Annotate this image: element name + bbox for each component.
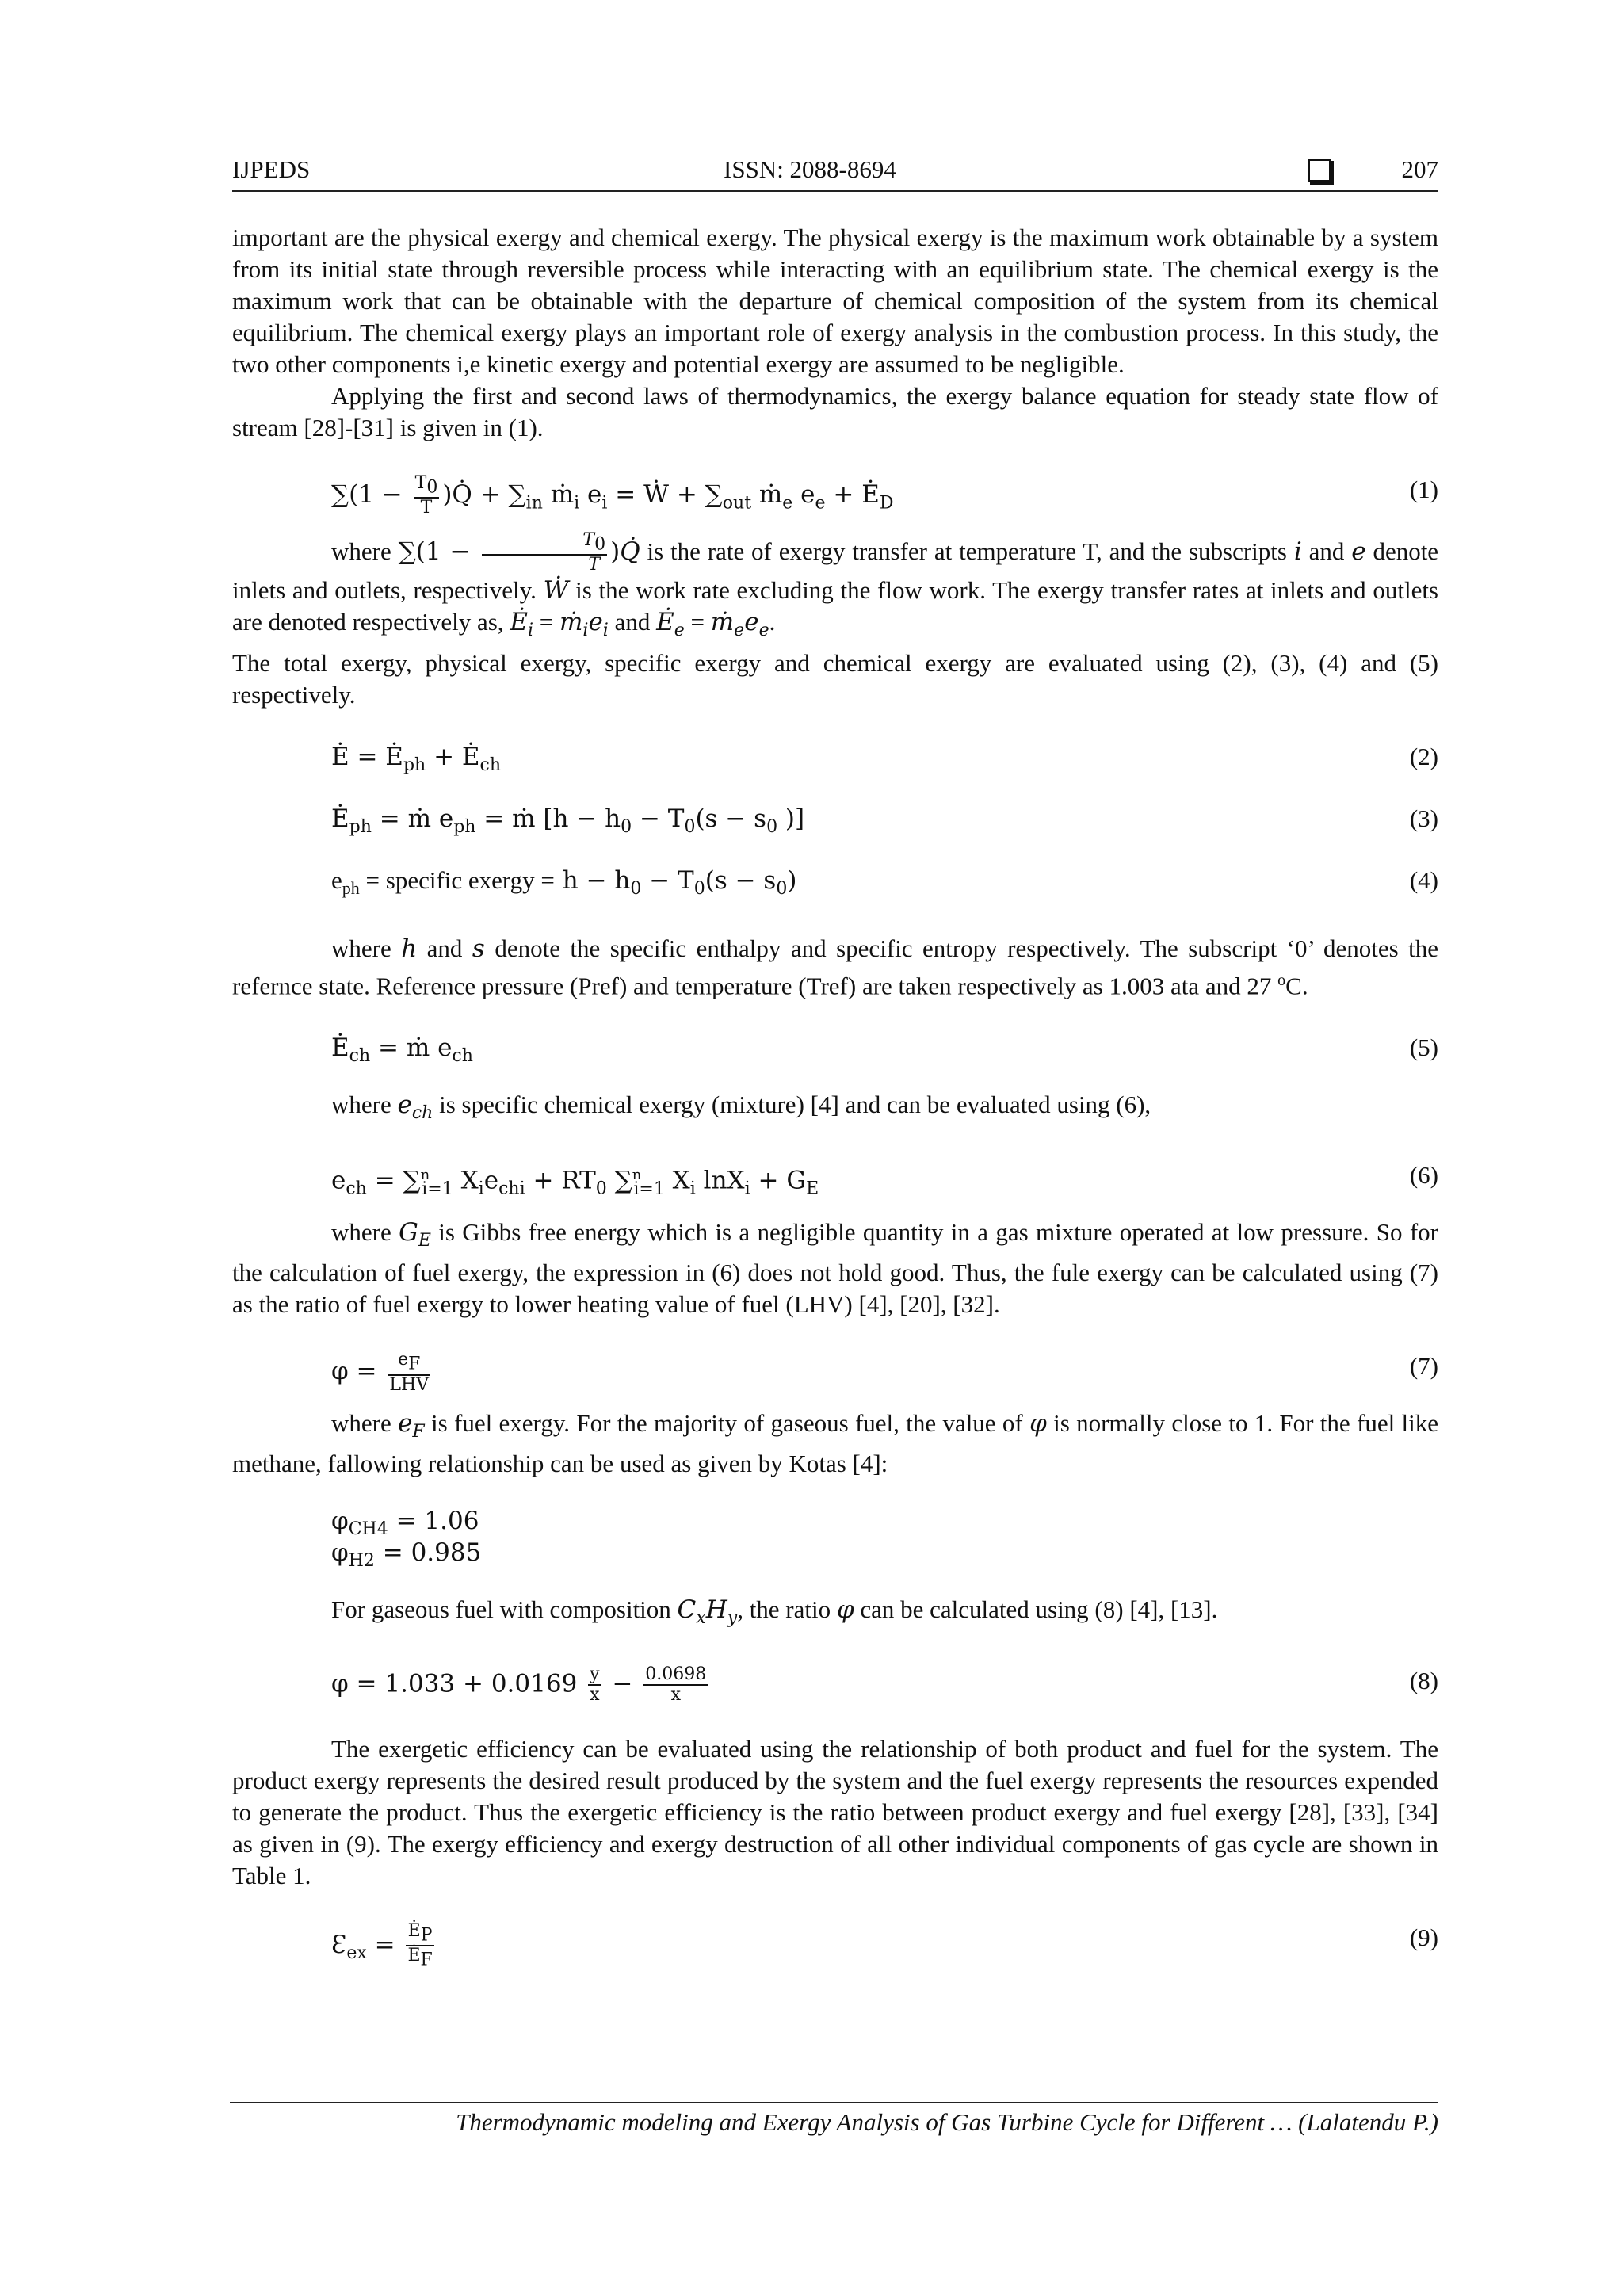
issn: ISSN: 2088-8694: [724, 155, 896, 183]
equation-5-number: (5): [1409, 1033, 1438, 1061]
paragraph-where-eq6: where $G_E$ is Gibbs free energy which is a negligible quantity in a gas mixture operated at low pressure. So for the calculation of fuel exergy, the expression in (6) does not hold good. Thus, the fule exergy can be calculated using (7) as the ratio of fuel exergy to lower heating value of fuel (LHV) [4], [20], [32].: [232, 1218, 1438, 1319]
equation-9: $Ɛ_{ex}$ = $\frac{Ė_P}{Ė_F}$ (9): [331, 1920, 1438, 1970]
equation-3-number: (3): [1409, 804, 1438, 832]
paragraph-balance-intro: Applying the first and second laws of thermodynamics, the exergy balance equation for steady state flow of stream [28]-[31] is given in (1).: [232, 382, 1438, 441]
paragraph-where-eq4: where h and s denote the specific enthalpy and specific entropy respectively. The subscript ‘0’ denotes the refernce state. Reference pressure (Pref) and temperature (Tref) are taken respectively as 1.003 ata and 27 $^o$C.: [232, 934, 1439, 999]
page-header: [232, 155, 1438, 192]
checkbox-square-icon: [1308, 159, 1331, 182]
page-body: [232, 222, 1439, 1970]
journal-name: IJPEDS: [232, 155, 311, 183]
equation-2-number: (2): [1409, 742, 1438, 770]
equation-phi-ch4: $\varphi_{CH4} = 1.06$: [331, 1507, 479, 1540]
equation-9-number: (9): [1409, 1923, 1438, 1951]
paragraph-where-eq5: where $e_{ch}$ is specific chemical exergy (mixture) [4] and can be evaluated using (6),: [331, 1090, 1151, 1124]
paragraph-total-exergy: The total exergy, physical exergy, specific exergy and chemical exergy are evaluated using (2), (3), (4) and (5) respectively.: [232, 648, 1438, 709]
equation-8: φ = 1.033 + 0.0169 $\frac{y}{x}$ − $\frac{0.0698}{x}$ (8): [331, 1664, 1438, 1705]
equation-7: φ = $\frac{e_F}{\text{LHV}}$ (7): [331, 1350, 1438, 1395]
page-footer: Thermodynamic modeling and Exergy Analysis of Gas Turbine Cycle for Different … (Lalatendu P.): [230, 2102, 1438, 2137]
equation-4: $e_{ph}$ = specific exergy = $h - h_0 - T_0(s - s_0)$ (4): [331, 865, 1438, 899]
page-number: 207: [1401, 155, 1438, 183]
paragraph-exergetic-efficiency: The exergetic efficiency can be evaluated using the relationship of both product and fuel for the system. The product exergy represents the desired result produced by the system and the fuel exergy represents the resources expended to generate the product. Thus the exergetic efficiency is the ratio between product exergy and fuel exergy [28], [33], [34] as given in (9). The exergy efficiency and exergy destruction of all other individual components of gas cycle are shown in Table 1.: [232, 1734, 1438, 1889]
equation-2: Ė = $Ė_{ph}$ + $Ė_{ch}$ (2): [331, 742, 1438, 775]
equation-6: $e_{ch} = \sum^n_{i=1}$ $X_ie_{chi} + RT_0$ ∑$^n_{i=1}$ $X_i$ $\ln X_i + G_E$ (6): [331, 1161, 1438, 1199]
equation-7-number: (7): [1409, 1352, 1438, 1381]
equation-5: $Ė_{ch}$ = ṁ $e_{ch}$ (5): [331, 1033, 1438, 1067]
equation-1-body: ∑(1 − $\frac{T_0}{T}$ )Q̇ + $\sum_{in}$ ṁ$_i$ $e_i$ = Ẇ + $\sum_{out}$ ṁ$_e$ $e_e$ + $Ė_D$: [331, 473, 894, 518]
equation-1: [232, 469, 1438, 517]
paragraph-exergy-intro: important are the physical exergy and chemical exergy. The physical exergy is the maximum work obtainable by a system from its initial state through reversible process while interacting with an equilibrium state. The chemical exergy is the maximum work that can be obtainable with the departure of chemical composition of the system from its chemical equilibrium. The chemical exergy plays an important role of exergy analysis in the combustion process. In this study, the two other components i,e kinetic exergy and potential exergy are assumed to be negligible.: [232, 223, 1438, 378]
equation-3: $Ė_{ph}$ = ṁ $e_{ph}$ = ṁ [$h - h_0 - T_0(s - s_0$ )] (3): [331, 804, 1438, 837]
paragraph-where-eq7: where $e_F$ is fuel exergy. For the majority of gaseous fuel, the value of φ is normally close to 1. For the fuel like methane, fallowing relationship can be used as given by Kotas [4]:: [232, 1409, 1439, 1478]
equation-4-number: (4): [1409, 865, 1438, 894]
paragraph-where-eq1: where ∑(1 − $\frac{T_0}{T}$ )Q̇ is the rate of exergy transfer at temperature T, and the subscripts i and e denote inlets and outlets, respectively. Ẇ is the work rate excluding the flow work. The exergy transfer rates at inlets and outlets are denoted respectively as, $Ė_i$ = $ṁ_ie_i$ and $Ė_e$ = $ṁ_ee_e$.: [232, 530, 1439, 641]
equation-8-number: (8): [1409, 1666, 1438, 1694]
paragraph-gaseous-fuel: For gaseous fuel with composition $C_xH_y$, the ratio φ can be calculated using (8) [4], [13].: [331, 1595, 1218, 1629]
equation-6-number: (6): [1409, 1161, 1438, 1190]
equation-1-number: (1): [1409, 476, 1438, 503]
equation-phi-h2: $\varphi_{H2} = 0.985$: [331, 1538, 482, 1572]
